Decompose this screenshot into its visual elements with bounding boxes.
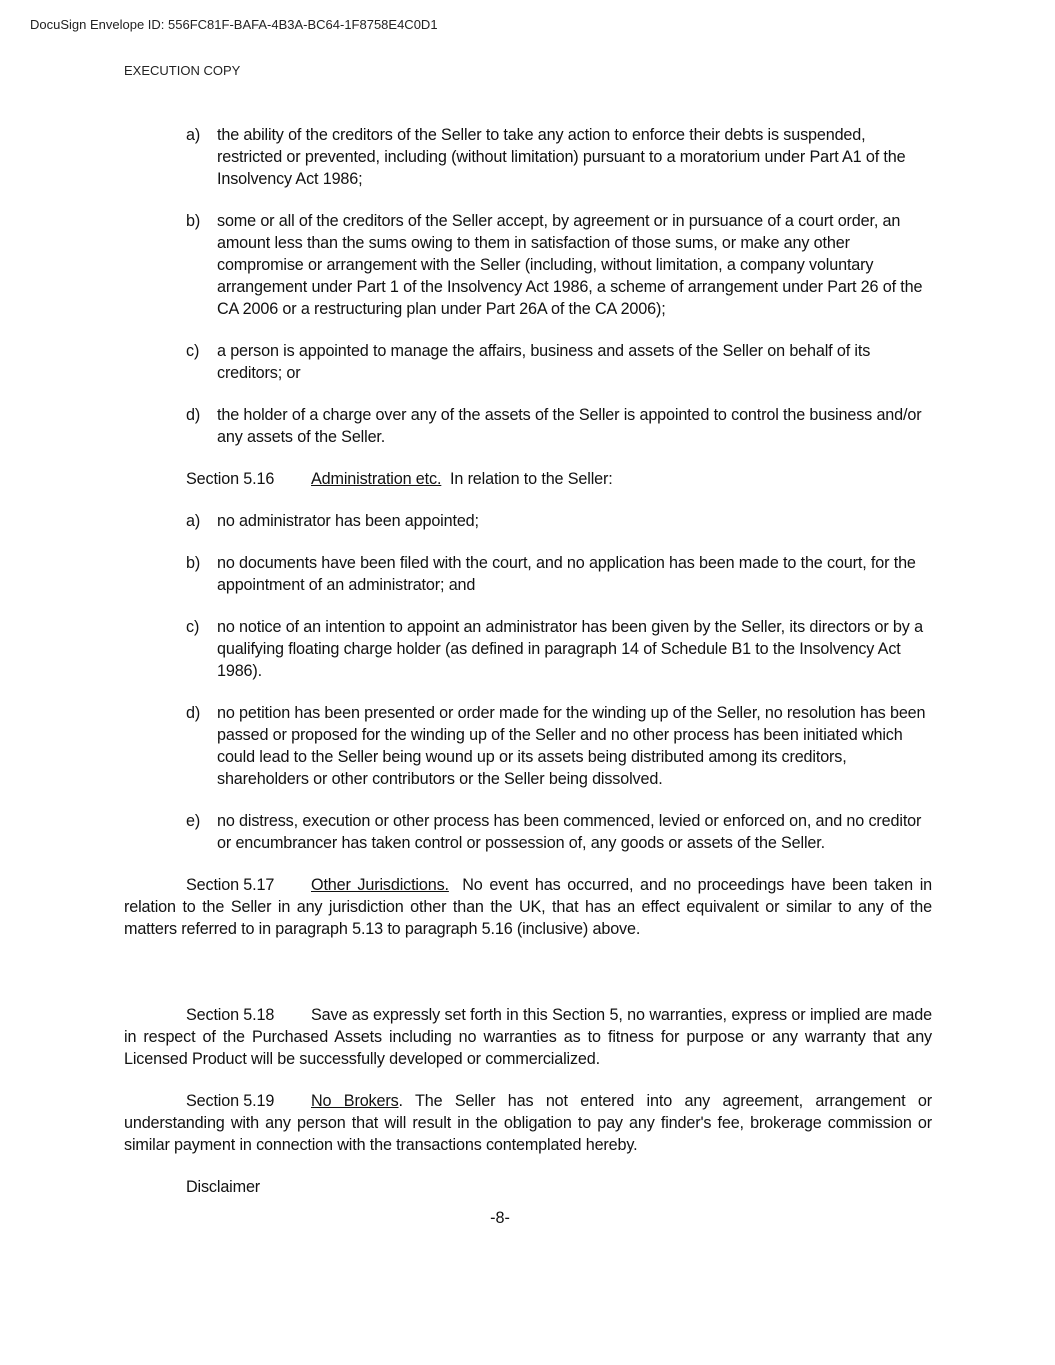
disclaimer-heading: Disclaimer xyxy=(186,1178,261,1196)
blank-spacer xyxy=(124,960,932,1004)
section-5-16 xyxy=(124,468,932,490)
list-item-label: b) xyxy=(186,554,201,572)
list-item-text: no documents have been filed with the court, and no application has been made to the court, for the appointment of an administrator; and xyxy=(217,554,916,594)
list-item-label: e) xyxy=(186,812,201,830)
list-item-label: c) xyxy=(186,618,200,636)
list-item-text: the holder of a charge over any of the assets of the Seller is appointed to control the business and/or any assets of the Seller. xyxy=(217,406,922,446)
list-item-text: no distress, execution or other process has been commenced, levied or enforced on, and no creditor or encumbrancer has taken control or possession of, any goods or assets of the Seller. xyxy=(217,812,922,852)
page-number: -8- xyxy=(490,1209,510,1227)
list-item xyxy=(124,616,932,682)
section-text: Save as expressly set forth in this Section 5, no warranties, express or implied are made in respect of the Purchased Assets including no warranties as to fitness for purpose or any warranty that any Licensed Product will be successfully developed or commercialized. xyxy=(124,1006,932,1068)
list-item-label: d) xyxy=(186,704,201,722)
list-item xyxy=(124,124,932,190)
list-item-text: no administrator has been appointed; xyxy=(217,512,479,530)
list-item-text: some or all of the creditors of the Seller accept, by agreement or in pursuance of a court order, an amount less than the sums owing to them in satisfaction of those sums, or make any other compromise or arrangement with the Seller (including, without limitation, a company voluntary arrangement under Part 1 of the Insolvency Act 1986, a scheme of arrangement under Part 26 of the CA 2006 or a restructuring plan under Part 26A of the CA 2006); xyxy=(217,212,923,318)
list-item-text: no notice of an intention to appoint an administrator has been given by the Seller, its directors or by a qualifying floating charge holder (as defined in paragraph 14 of Schedule B1 to the Insolvency Act 1986). xyxy=(217,618,923,680)
list-item xyxy=(124,210,932,320)
docusign-envelope-id: DocuSign Envelope ID: 556FC81F-BAFA-4B3A-BC64-1F8758E4C0D1 xyxy=(30,17,438,32)
list-item-label: c) xyxy=(186,342,200,360)
list-item xyxy=(124,810,932,854)
section-number: Section 5.16 xyxy=(186,470,275,488)
list-item xyxy=(124,510,932,532)
list-item-text: the ability of the creditors of the Seller to take any action to enforce their debts is suspended, restricted or prevented, including (without limitation) pursuant to a moratorium under Part A1 of the Insolvency Act 1986; xyxy=(217,126,906,188)
list-item-label: a) xyxy=(186,126,201,144)
section-5-19 xyxy=(124,1090,932,1156)
section-text: No event has occurred, and no proceedings have been taken in relation to the Seller in any jurisdiction other than the UK, that has an effect equivalent or similar to any of the matters referred to in paragraph 5.13 to paragraph 5.16 (inclusive) above. xyxy=(124,876,932,938)
document-body xyxy=(124,124,932,1198)
section-title: Other Jurisdictions. xyxy=(311,876,449,894)
list-item-label: d) xyxy=(186,406,201,424)
list-item xyxy=(124,404,932,448)
section-text: . The Seller has not entered into any agreement, arrangement or understanding with any person that will result in the obligation to pay any finder's fee, brokerage commission or similar payment in connection with the transactions contemplated hereby. xyxy=(124,1092,932,1154)
list-item-text: a person is appointed to manage the affairs, business and assets of the Seller on behalf of its creditors; or xyxy=(217,342,871,382)
section-title: Administration etc. xyxy=(311,470,442,488)
execution-copy-label: EXECUTION COPY xyxy=(124,63,241,78)
section-number: Section 5.17 xyxy=(186,876,275,894)
section-title: No Brokers xyxy=(311,1092,399,1110)
list-item xyxy=(124,552,932,596)
list-item-label: b) xyxy=(186,212,201,230)
list-item-label: a) xyxy=(186,512,201,530)
section-number: Section 5.18 xyxy=(186,1006,275,1024)
list-item xyxy=(124,702,932,790)
list-item xyxy=(124,340,932,384)
section-number: Section 5.19 xyxy=(186,1092,275,1110)
section-text: In relation to the Seller: xyxy=(450,470,613,488)
section-5-18 xyxy=(124,1004,932,1070)
section-5-17 xyxy=(124,874,932,940)
list-item-text: no petition has been presented or order made for the winding up of the Seller, no resolution has been passed or proposed for the winding up of the Seller and no other process has been initiated which could lead to the Seller being wound up or its assets being distributed among its creditors, shareholders or other contributors or the Seller being dissolved. xyxy=(217,704,926,788)
